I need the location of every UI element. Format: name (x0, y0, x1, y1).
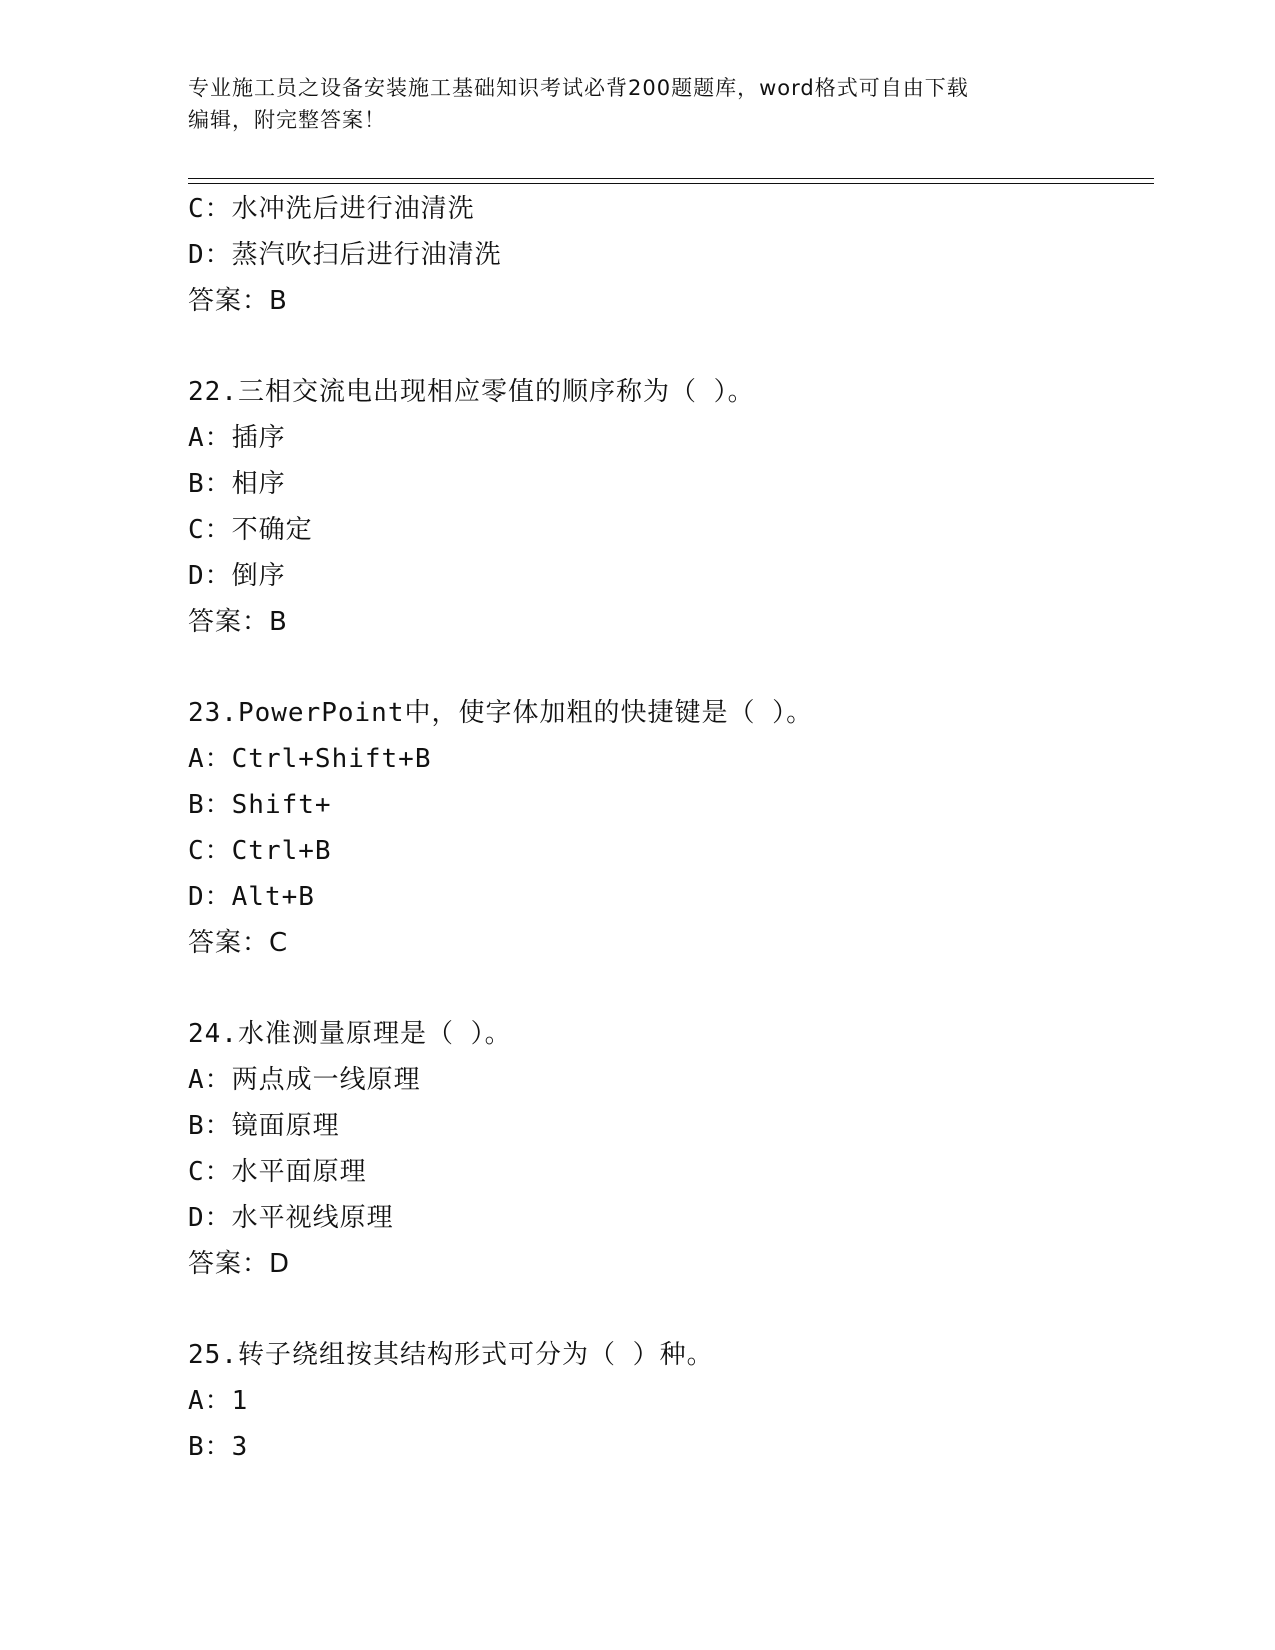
question-block-23 (188, 690, 1148, 966)
document-header (188, 72, 1088, 136)
option-line: B：Shift+ (188, 790, 332, 820)
answer-line: 答案：B (188, 607, 288, 637)
header-divider-top (188, 178, 1154, 179)
question-list (188, 186, 1148, 1470)
option-line: C：水冲洗后进行油清洗 (188, 194, 475, 224)
option-line: D：水平视线原理 (188, 1203, 394, 1233)
question-block-22 (188, 369, 1148, 645)
option-line: A：1 (188, 1386, 249, 1416)
question-title: 22.三相交流电出现相应零值的顺序称为（ ）。 (188, 377, 755, 407)
option-line: D：倒序 (188, 561, 286, 591)
header-divider-bottom (188, 183, 1154, 184)
option-line: C：水平面原理 (188, 1157, 367, 1187)
answer-line: 答案：B (188, 286, 288, 316)
question-block-25 (188, 1332, 1148, 1470)
question-title: 25.转子绕组按其结构形式可分为（ ）种。 (188, 1340, 714, 1370)
option-line: C：Ctrl+B (188, 836, 332, 866)
header-line-2: 编辑，附完整答案！ (188, 108, 386, 132)
answer-line: 答案：C (188, 928, 289, 958)
option-line: C：不确定 (188, 515, 313, 545)
answer-line: 答案：D (188, 1249, 291, 1279)
option-line: D：蒸汽吹扫后进行油清洗 (188, 240, 502, 270)
question-block-21 (188, 186, 1148, 324)
option-line: A：插序 (188, 423, 286, 453)
option-line: B：相序 (188, 469, 286, 499)
option-line: D：Alt+B (188, 882, 315, 912)
option-line: B：3 (188, 1432, 249, 1462)
option-line: A：Ctrl+Shift+B (188, 744, 432, 774)
header-line-1: 专业施工员之设备安装施工基础知识考试必背200题题库，word格式可自由下载 (188, 76, 969, 100)
question-block-24 (188, 1011, 1148, 1287)
option-line: A：两点成一线原理 (188, 1065, 421, 1095)
option-line: B：镜面原理 (188, 1111, 340, 1141)
question-title: 23.PowerPoint中，使字体加粗的快捷键是（ ）。 (188, 698, 814, 728)
question-title: 24.水准测量原理是（ ）。 (188, 1019, 512, 1049)
